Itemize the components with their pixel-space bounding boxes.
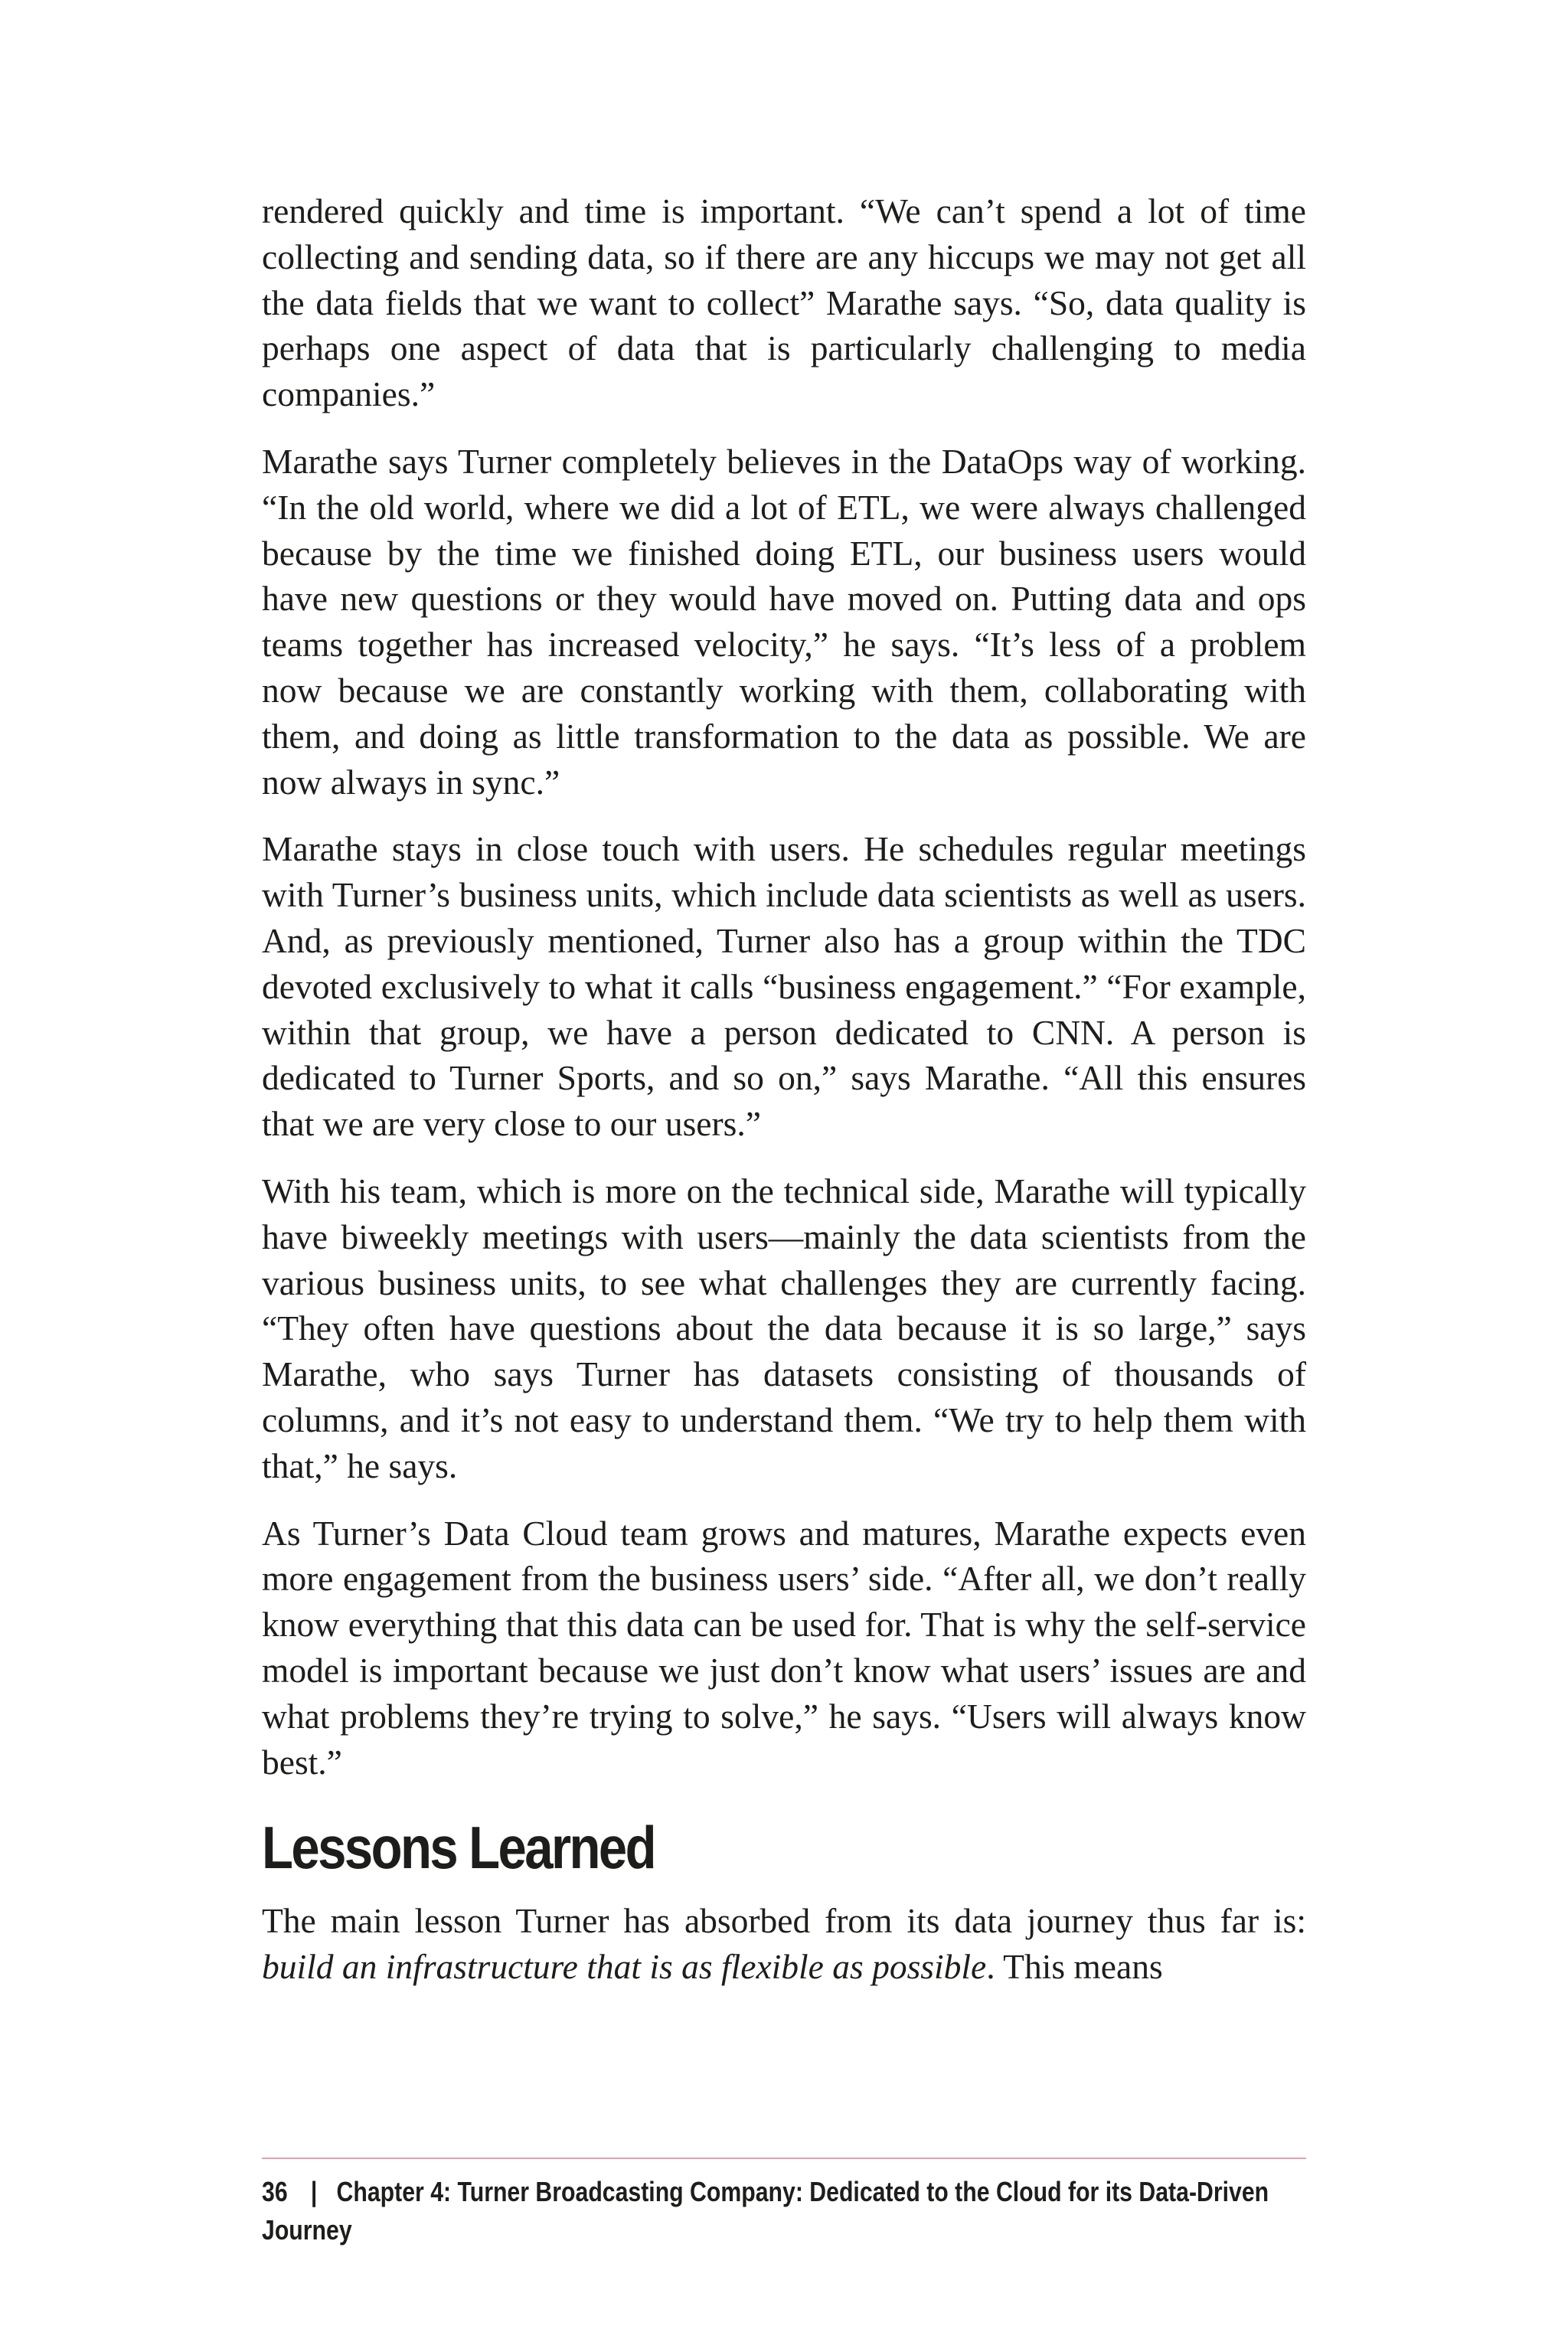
page-footer <box>262 2173 1306 2249</box>
paragraph-tail: . This means <box>986 1947 1163 1987</box>
section-heading: Lessons Learned <box>262 1814 655 1882</box>
paragraph: With his team, which is more on the technical side, Marathe will typically have biweekly meetings with users—mainly the data scientists from the various business units, to see what challenges they are currently facing. “They often have questions about the data because it is so large,” says Marathe, who says Turner has datasets consisting of thousands of columns, and it’s not easy to understand them. “We try to help them with that,” he says. <box>262 1171 1306 1485</box>
footer-separator: | <box>310 2176 318 2207</box>
paragraph-emphasis: build an infrastructure that is as flexible as possible <box>262 1947 987 1987</box>
running-title: Chapter 4: Turner Broadcasting Company: Dedicated to the Cloud for its Data-Driven Journey <box>262 2176 1269 2246</box>
paragraph: rendered quickly and time is important. “We can’t spend a lot of time collecting and sending data, so if there are any hiccups we may not get all the data fields that we want to collect” Marathe says. “So, data quality is perhaps one aspect of data that is particularly challenging to media companies.” <box>262 191 1306 414</box>
paragraph-lead: The main lesson Turner has absorbed from its data journey thus far is: <box>262 1901 1306 1941</box>
paragraph: Marathe says Turner completely believes in the DataOps way of working. “In the old world, where we did a lot of ETL, we were always challenged because by the time we finished doing ETL, our business users would have new questions or they would have moved on. Putting data and ops teams together has increased velocity,” he says. “It’s less of a problem now because we are constantly working with them, collaborating with them, and doing as little transformation to the data as possible. We are now always in sync.” <box>262 441 1306 802</box>
paragraph: Marathe stays in close touch with users. He schedules regular meetings with Turner’s business units, which include data scientists as well as users. And, as previously mentioned, Turner also has a group within the TDC devoted exclusively to what it calls “business engagement.” “For example, within that group, we have a person dedicated to CNN. A person is dedicated to Turner Sports, and so on,” says Marathe. “All this ensures that we are very close to our users.” <box>262 829 1306 1144</box>
paragraph <box>262 1898 1306 1990</box>
text-column <box>262 188 1306 2011</box>
page-number: 36 <box>262 2176 288 2207</box>
paragraph: As Turner’s Data Cloud team grows and matures, Marathe expects even more engagement from the business users’ side. “After all, we don’t really know everything that this data can be used for. That is why the self-service model is important because we just don’t know what users’ issues are and what problems they’re trying to solve,” he says. “Users will always know best.” <box>262 1513 1306 1782</box>
footer-divider <box>262 2158 1306 2159</box>
